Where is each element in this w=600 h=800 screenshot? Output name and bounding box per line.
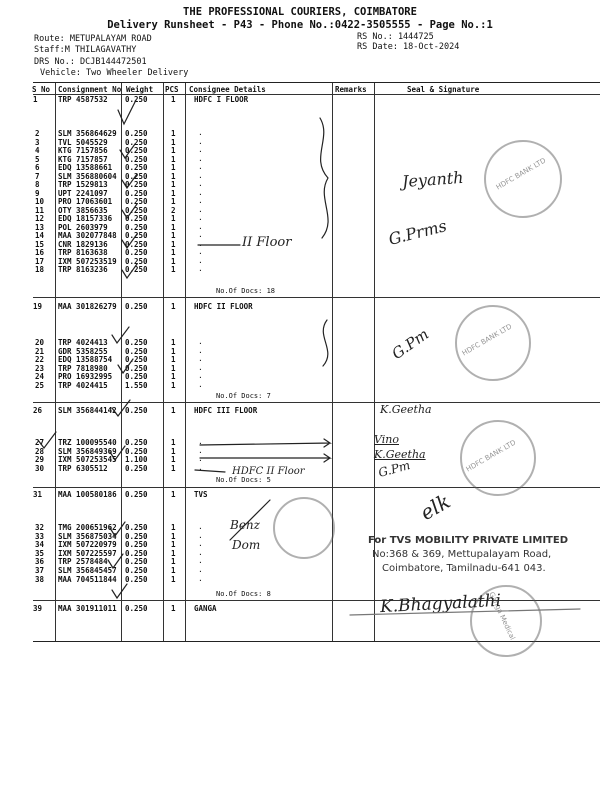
consignee-placeholder: . [198, 128, 203, 137]
row-weight: 0.250 [125, 256, 148, 266]
row-consignment: CNR 1829136 [58, 239, 108, 249]
row-consignment: TRP 8163638 [58, 248, 108, 257]
row-consignment: SLM 356875034 [58, 531, 117, 541]
row-sno: 19 [33, 302, 43, 311]
docs-count: No.Of Docs: 8 [216, 590, 271, 598]
col-header-weight: Weight [126, 85, 154, 94]
row-weight: 0.250 [125, 171, 148, 181]
consignee-placeholder: . [198, 362, 203, 372]
row-sno: 26 [33, 406, 43, 415]
row-pcs: 1 [171, 188, 176, 198]
row-pcs: 1 [171, 248, 176, 257]
row-weight: 0.250 [125, 197, 148, 206]
row-weight: 0.250 [125, 231, 148, 240]
row-weight: 0.250 [125, 188, 148, 198]
col-header-consignment: Consignment No [58, 85, 122, 94]
row-pcs: 1 [171, 214, 176, 223]
row-sno: 28 [35, 446, 45, 456]
row-sno: 38 [35, 574, 45, 584]
consignee-placeholder: . [198, 445, 203, 455]
row-consignment: TRP 4024413 [58, 338, 108, 347]
docs-count: No.Of Docs: 18 [216, 287, 276, 295]
signature-5b: K.Geetha [374, 448, 426, 461]
tvs-stamp-line2: No:368 & 369, Mettupalayam Road, [372, 549, 552, 560]
row-pcs: 1 [171, 540, 176, 550]
row-weight: 0.250 [125, 540, 148, 550]
consignee-placeholder: . [198, 264, 203, 273]
row-sno: 12 [35, 214, 45, 223]
row-pcs: 1 [171, 197, 176, 206]
row-sno: 3 [35, 137, 40, 147]
docs-count: No.Of Docs: 5 [216, 476, 271, 484]
row-pcs: 2 [171, 205, 176, 215]
row-sno: 25 [35, 381, 45, 390]
row-sno: 32 [35, 523, 45, 532]
row-sno: 11 [35, 205, 45, 215]
group-title: HDFC III FLOOR [194, 406, 258, 415]
row-weight: 0.250 [125, 446, 148, 456]
bank-stamp-2-text: HDFC BANK LTD [460, 322, 514, 358]
row-pcs: 1 [171, 490, 176, 499]
row-consignment: TRP 7818980 [58, 363, 108, 373]
row-weight: 0.250 [125, 137, 148, 147]
signature-6: elk [416, 489, 455, 525]
row-pcs: 1 [171, 406, 176, 415]
row-pcs: 1 [171, 95, 176, 104]
row-weight: 0.250 [125, 548, 148, 558]
consignee-placeholder: . [198, 565, 203, 574]
row-consignment: OTY 3856635 [58, 205, 108, 215]
row-pcs: 1 [171, 557, 176, 567]
row-sno: 10 [35, 197, 45, 206]
group-title: HDFC II FLOOR [194, 302, 253, 311]
row-pcs: 1 [171, 231, 176, 240]
row-consignment: SLM 356880604 [58, 171, 117, 181]
row-sno: 36 [35, 557, 45, 567]
row-consignment: IXM 507253545 [58, 455, 117, 464]
consignee-placeholder: . [198, 462, 203, 472]
row-sno: 35 [35, 548, 45, 558]
row-pcs: 1 [171, 180, 176, 189]
row-consignment: SLM 356864629 [58, 129, 117, 138]
row-sno: 17 [35, 256, 45, 266]
bank-stamp-3-text: HDFC BANK LTD [464, 438, 518, 474]
row-sno: 5 [35, 154, 40, 164]
row-weight: 0.250 [125, 406, 148, 415]
row-weight: 0.250 [125, 574, 148, 584]
row-weight: 0.250 [125, 338, 148, 347]
consignee-placeholder: . [198, 145, 203, 154]
row-pcs: 1 [171, 566, 176, 575]
consignee-placeholder: . [198, 380, 203, 389]
row-sno: 39 [33, 604, 43, 613]
row-sno: 27 [35, 438, 45, 447]
row-pcs: 1 [171, 531, 176, 541]
row-weight: 0.250 [125, 248, 148, 257]
signature-1: Jeyanth [401, 167, 465, 192]
row-pcs: 1 [171, 163, 176, 172]
col-header-pcs: PCS [165, 85, 179, 94]
signature-5a: Vino [374, 433, 399, 446]
consignee-placeholder: . [198, 213, 203, 222]
consignee-placeholder: . [198, 247, 203, 256]
row-pcs: 1 [171, 438, 176, 447]
signature-2: G.Prms [386, 216, 449, 249]
consignee-placeholder: . [198, 437, 203, 446]
row-weight: 1.100 [125, 455, 148, 464]
row-consignment: TRP 4587532 [58, 95, 108, 104]
row-pcs: 1 [171, 338, 176, 347]
row-pcs: 1 [171, 222, 176, 232]
row-sno: 18 [35, 265, 45, 274]
row-sno: 15 [35, 239, 45, 249]
row-sno: 13 [35, 222, 45, 232]
row-consignment: GDR 5358255 [58, 346, 108, 356]
company-title: THE PROFESSIONAL COURIERS, COIMBATORE [183, 6, 417, 18]
consignee-placeholder: . [198, 345, 203, 355]
row-pcs: 1 [171, 129, 176, 138]
route-label: Route: METUPALAYAM ROAD [34, 34, 152, 44]
row-consignment: PRO 16932995 [58, 372, 113, 382]
row-consignment: SLM 356844142 [58, 406, 117, 415]
row-consignment: MAA 301826279 [58, 302, 117, 311]
consignee-placeholder: . [198, 162, 203, 171]
row-weight: 0.250 [125, 566, 148, 575]
row-sno: 8 [35, 180, 40, 189]
row-weight: 0.250 [125, 557, 148, 567]
row-sno: 14 [35, 231, 45, 240]
row-weight: 0.250 [125, 523, 148, 532]
row-consignment: MAA 100580186 [58, 490, 117, 499]
row-consignment: EDQ 13588754 [58, 355, 113, 365]
row-consignment: TRP 2578484 [58, 557, 108, 567]
tvs-stamp-line1: For TVS MOBILITY PRIVATE LIMITED [368, 535, 569, 546]
staff-label: Staff:M THILAGAVATHY [34, 45, 137, 55]
row-sno: 22 [35, 355, 45, 365]
consignee-placeholder: . [198, 230, 203, 239]
row-consignment: TMG 200651962 [58, 523, 117, 532]
row-weight: 1.550 [125, 381, 148, 390]
row-consignment: SLM 356849369 [58, 446, 117, 456]
consignee-placeholder: . [198, 255, 203, 265]
row-sno: 4 [35, 146, 40, 155]
row-pcs: 1 [171, 381, 176, 390]
row-pcs: 1 [171, 256, 176, 266]
row-consignment: KTG 7157857 [58, 154, 108, 164]
row-sno: 2 [35, 129, 40, 138]
row-sno: 9 [35, 188, 40, 198]
row-weight: 0.250 [125, 372, 148, 382]
row-weight: 0.250 [125, 604, 148, 613]
group-title: GANGA [194, 604, 217, 613]
row-weight: 0.250 [125, 154, 148, 164]
row-consignment: TRP 4024415 [58, 381, 108, 390]
row-pcs: 1 [171, 574, 176, 584]
row-weight: 0.250 [125, 239, 148, 249]
bank-stamp-1-text: HDFC BANK LTD [494, 156, 548, 192]
consignee-placeholder: . [198, 136, 203, 146]
row-consignment: IXM 507253519 [58, 256, 117, 266]
consignee-placeholder: . [198, 530, 203, 540]
rs-number: RS No.: 1444725 [357, 32, 434, 42]
row-sno: 23 [35, 363, 45, 373]
tvs-round-stamp [273, 497, 335, 559]
row-weight: 0.250 [125, 222, 148, 232]
consignee-placeholder: . [198, 573, 203, 583]
row-pcs: 1 [171, 463, 176, 473]
row-consignment: SLM 356845457 [58, 566, 117, 575]
rs-date: RS Date: 18-Oct-2024 [357, 42, 460, 52]
medical-stamp-text: Ganga Medical [487, 590, 517, 642]
row-weight: 0.250 [125, 463, 148, 473]
row-pcs: 1 [171, 137, 176, 147]
row-pcs: 1 [171, 446, 176, 456]
group-title: HDFC I FLOOR [194, 95, 249, 104]
col-header-sno: S No [32, 85, 51, 94]
row-pcs: 1 [171, 265, 176, 274]
consignee-placeholder: . [198, 187, 203, 197]
signature-4: K.Geetha [380, 403, 432, 416]
consignee-placeholder: . [198, 238, 203, 248]
row-consignment: PRO 17063601 [58, 197, 113, 206]
row-pcs: 1 [171, 346, 176, 356]
bank-stamp-2 [455, 305, 531, 381]
row-consignment: MAA 301911011 [58, 604, 117, 613]
consignee-placeholder: . [198, 371, 203, 381]
row-pcs: 1 [171, 355, 176, 365]
row-pcs: 1 [171, 239, 176, 249]
consignee-placeholder: . [198, 454, 203, 463]
row-consignment: KTG 7157856 [58, 146, 108, 155]
row-sno: 30 [35, 463, 45, 473]
col-header-seal: Seal & Signature [407, 85, 480, 94]
row-weight: 0.250 [125, 129, 148, 138]
row-pcs: 1 [171, 455, 176, 464]
handwritten-floor-note-2: HDFC II Floor [232, 466, 305, 477]
row-pcs: 1 [171, 523, 176, 532]
row-consignment: IXM 507225597 [58, 548, 117, 558]
signature-3: G.Pm [388, 324, 433, 364]
row-consignment: TRP 6305512 [58, 463, 108, 473]
row-pcs: 1 [171, 146, 176, 155]
row-sno: 16 [35, 248, 45, 257]
drs-number: DRS No.: DCJB144472501 [34, 57, 147, 67]
row-consignment: POL 2603979 [58, 222, 108, 232]
consignee-placeholder: . [198, 204, 203, 214]
row-sno: 31 [33, 490, 43, 499]
row-weight: 0.250 [125, 205, 148, 215]
handwritten-dom: Dom [232, 538, 261, 552]
consignee-placeholder: . [198, 539, 203, 549]
consignee-placeholder: . [198, 547, 203, 557]
row-weight: 0.250 [125, 490, 148, 499]
consignee-placeholder: . [198, 337, 203, 346]
consignee-placeholder: . [198, 179, 203, 188]
tvs-stamp-line3: Coimbatore, Tamilnadu-641 043. [382, 563, 546, 574]
row-consignment: MAA 302077848 [58, 231, 117, 240]
vehicle-label: Vehicle: Two Wheeler Delivery [40, 68, 189, 78]
consignee-placeholder: . [198, 556, 203, 566]
row-sno: 1 [33, 95, 38, 104]
handwritten-floor-note: II Floor [242, 235, 292, 250]
consignee-placeholder: . [198, 196, 203, 205]
row-weight: 0.250 [125, 95, 148, 104]
consignee-placeholder: . [198, 170, 203, 180]
consignee-placeholder: . [198, 153, 203, 163]
row-consignment: TVL 5045529 [58, 137, 108, 147]
bank-stamp-1 [484, 140, 562, 218]
row-pcs: 1 [171, 302, 176, 311]
row-sno: 21 [35, 346, 45, 356]
row-consignment: TRP 8163236 [58, 265, 108, 274]
row-consignment: TRP 1529813 [58, 180, 108, 189]
signature-7: K.Bhagyalathi [379, 590, 502, 618]
bank-stamp-3 [460, 420, 536, 496]
group-title: TVS [194, 490, 208, 499]
row-sno: 6 [35, 163, 40, 172]
col-header-remarks: Remarks [335, 85, 367, 94]
row-weight: 0.250 [125, 355, 148, 365]
row-consignment: TRZ 100095540 [58, 438, 117, 447]
row-sno: 24 [35, 372, 45, 382]
row-weight: 0.250 [125, 363, 148, 373]
row-pcs: 1 [171, 363, 176, 373]
row-weight: 0.250 [125, 531, 148, 541]
row-weight: 0.250 [125, 346, 148, 356]
row-pcs: 1 [171, 372, 176, 382]
row-weight: 0.250 [125, 438, 148, 447]
row-pcs: 1 [171, 154, 176, 164]
consignee-placeholder: . [198, 354, 203, 364]
runsheet-subtitle: Delivery Runsheet - P43 - Phone No.:0422-3505555 - Page No.:1 [107, 19, 493, 31]
row-sno: 7 [35, 171, 40, 181]
row-pcs: 1 [171, 548, 176, 558]
signature-5c: G.Pm [376, 458, 412, 480]
row-consignment: UPT 2241097 [58, 188, 108, 198]
row-weight: 0.250 [125, 302, 148, 311]
row-pcs: 1 [171, 604, 176, 613]
row-weight: 0.250 [125, 163, 148, 172]
row-weight: 0.250 [125, 214, 148, 223]
consignee-placeholder: . [198, 522, 203, 531]
row-weight: 0.250 [125, 180, 148, 189]
row-weight: 0.250 [125, 265, 148, 274]
row-sno: 33 [35, 531, 45, 541]
handwritten-benz: Benz [230, 518, 260, 532]
row-consignment: MAA 704511844 [58, 574, 117, 584]
row-consignment: EDQ 13588661 [58, 163, 113, 172]
row-sno: 20 [35, 338, 45, 347]
row-consignment: EDQ 18157336 [58, 214, 113, 223]
row-sno: 29 [35, 455, 45, 464]
row-consignment: IXM 507220979 [58, 540, 117, 550]
row-sno: 37 [35, 566, 45, 575]
consignee-placeholder: . [198, 221, 203, 231]
col-header-consignee: Consignee Details [189, 85, 266, 94]
row-pcs: 1 [171, 171, 176, 181]
row-sno: 34 [35, 540, 45, 550]
docs-count: No.Of Docs: 7 [216, 392, 271, 400]
row-weight: 0.250 [125, 146, 148, 155]
